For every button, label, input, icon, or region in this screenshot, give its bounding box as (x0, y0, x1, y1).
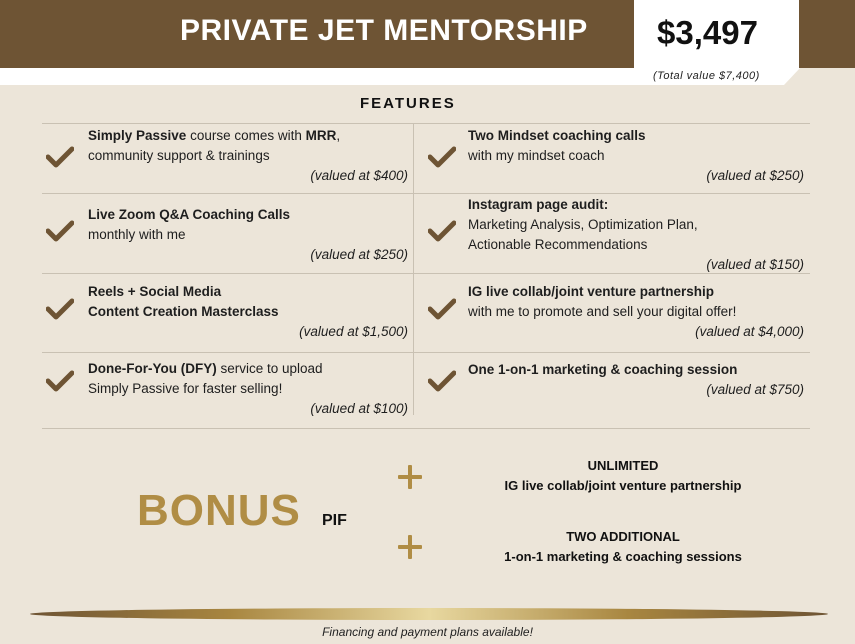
checkmark-icon (46, 146, 74, 168)
feature-value: (valued at $750) (706, 382, 804, 397)
feature-item: Instagram page audit: Marketing Analysis, Optimization Plan, Actionable Recommendations (valued at $150) (468, 195, 804, 275)
feature-value: (valued at $4,000) (695, 324, 804, 339)
plus-icon (398, 465, 422, 489)
feature-item: Simply Passive course comes with MRR, community support & trainings (valued at $400) (88, 126, 408, 186)
checkmark-icon (428, 146, 456, 168)
feature-item: IG live collab/joint venture partnership with me to promote and sell your digital offer! (valued at $4,000) (468, 282, 804, 342)
total-value: (Total value $7,400) (653, 70, 760, 82)
checkmark-icon (428, 298, 456, 320)
feature-item: One 1-on-1 marketing & coaching session (valued at $750) (468, 360, 804, 400)
gold-divider (30, 608, 828, 620)
bonus-heading: BONUS (137, 486, 301, 535)
pif-label: PIF (322, 512, 347, 529)
checkmark-icon (46, 370, 74, 392)
divider (42, 123, 810, 124)
divider (42, 352, 810, 353)
feature-value: (valued at $250) (310, 247, 408, 262)
features-heading: FEATURES (360, 95, 456, 112)
page-title: PRIVATE JET MENTORSHIP (180, 14, 588, 47)
financing-note: Financing and payment plans available! (322, 625, 533, 639)
feature-value: (valued at $400) (310, 168, 408, 183)
feature-value: (valued at $100) (310, 401, 408, 416)
feature-item: Two Mindset coaching calls with my mindset coach (valued at $250) (468, 126, 804, 186)
feature-item: Reels + Social Media Content Creation Masterclass (valued at $1,500) (88, 282, 408, 342)
divider (42, 428, 810, 429)
bonus-item: UNLIMITED IG live collab/joint venture partnership (504, 458, 742, 493)
feature-value: (valued at $1,500) (299, 324, 408, 339)
checkmark-icon (46, 298, 74, 320)
divider (42, 193, 810, 194)
bonus-item: TWO ADDITIONAL 1-on-1 marketing & coaching sessions (504, 529, 742, 564)
feature-item: Done-For-You (DFY) service to upload Simply Passive for faster selling! (valued at $100) (88, 359, 408, 419)
feature-value: (valued at $150) (706, 257, 804, 272)
checkmark-icon (428, 370, 456, 392)
feature-item: Live Zoom Q&A Coaching Calls monthly with me (valued at $250) (88, 205, 408, 265)
checkmark-icon (428, 220, 456, 242)
plus-icon (398, 535, 422, 559)
feature-value: (valued at $250) (706, 168, 804, 183)
checkmark-icon (46, 220, 74, 242)
column-divider (413, 123, 414, 415)
price: $3,497 (657, 14, 758, 51)
